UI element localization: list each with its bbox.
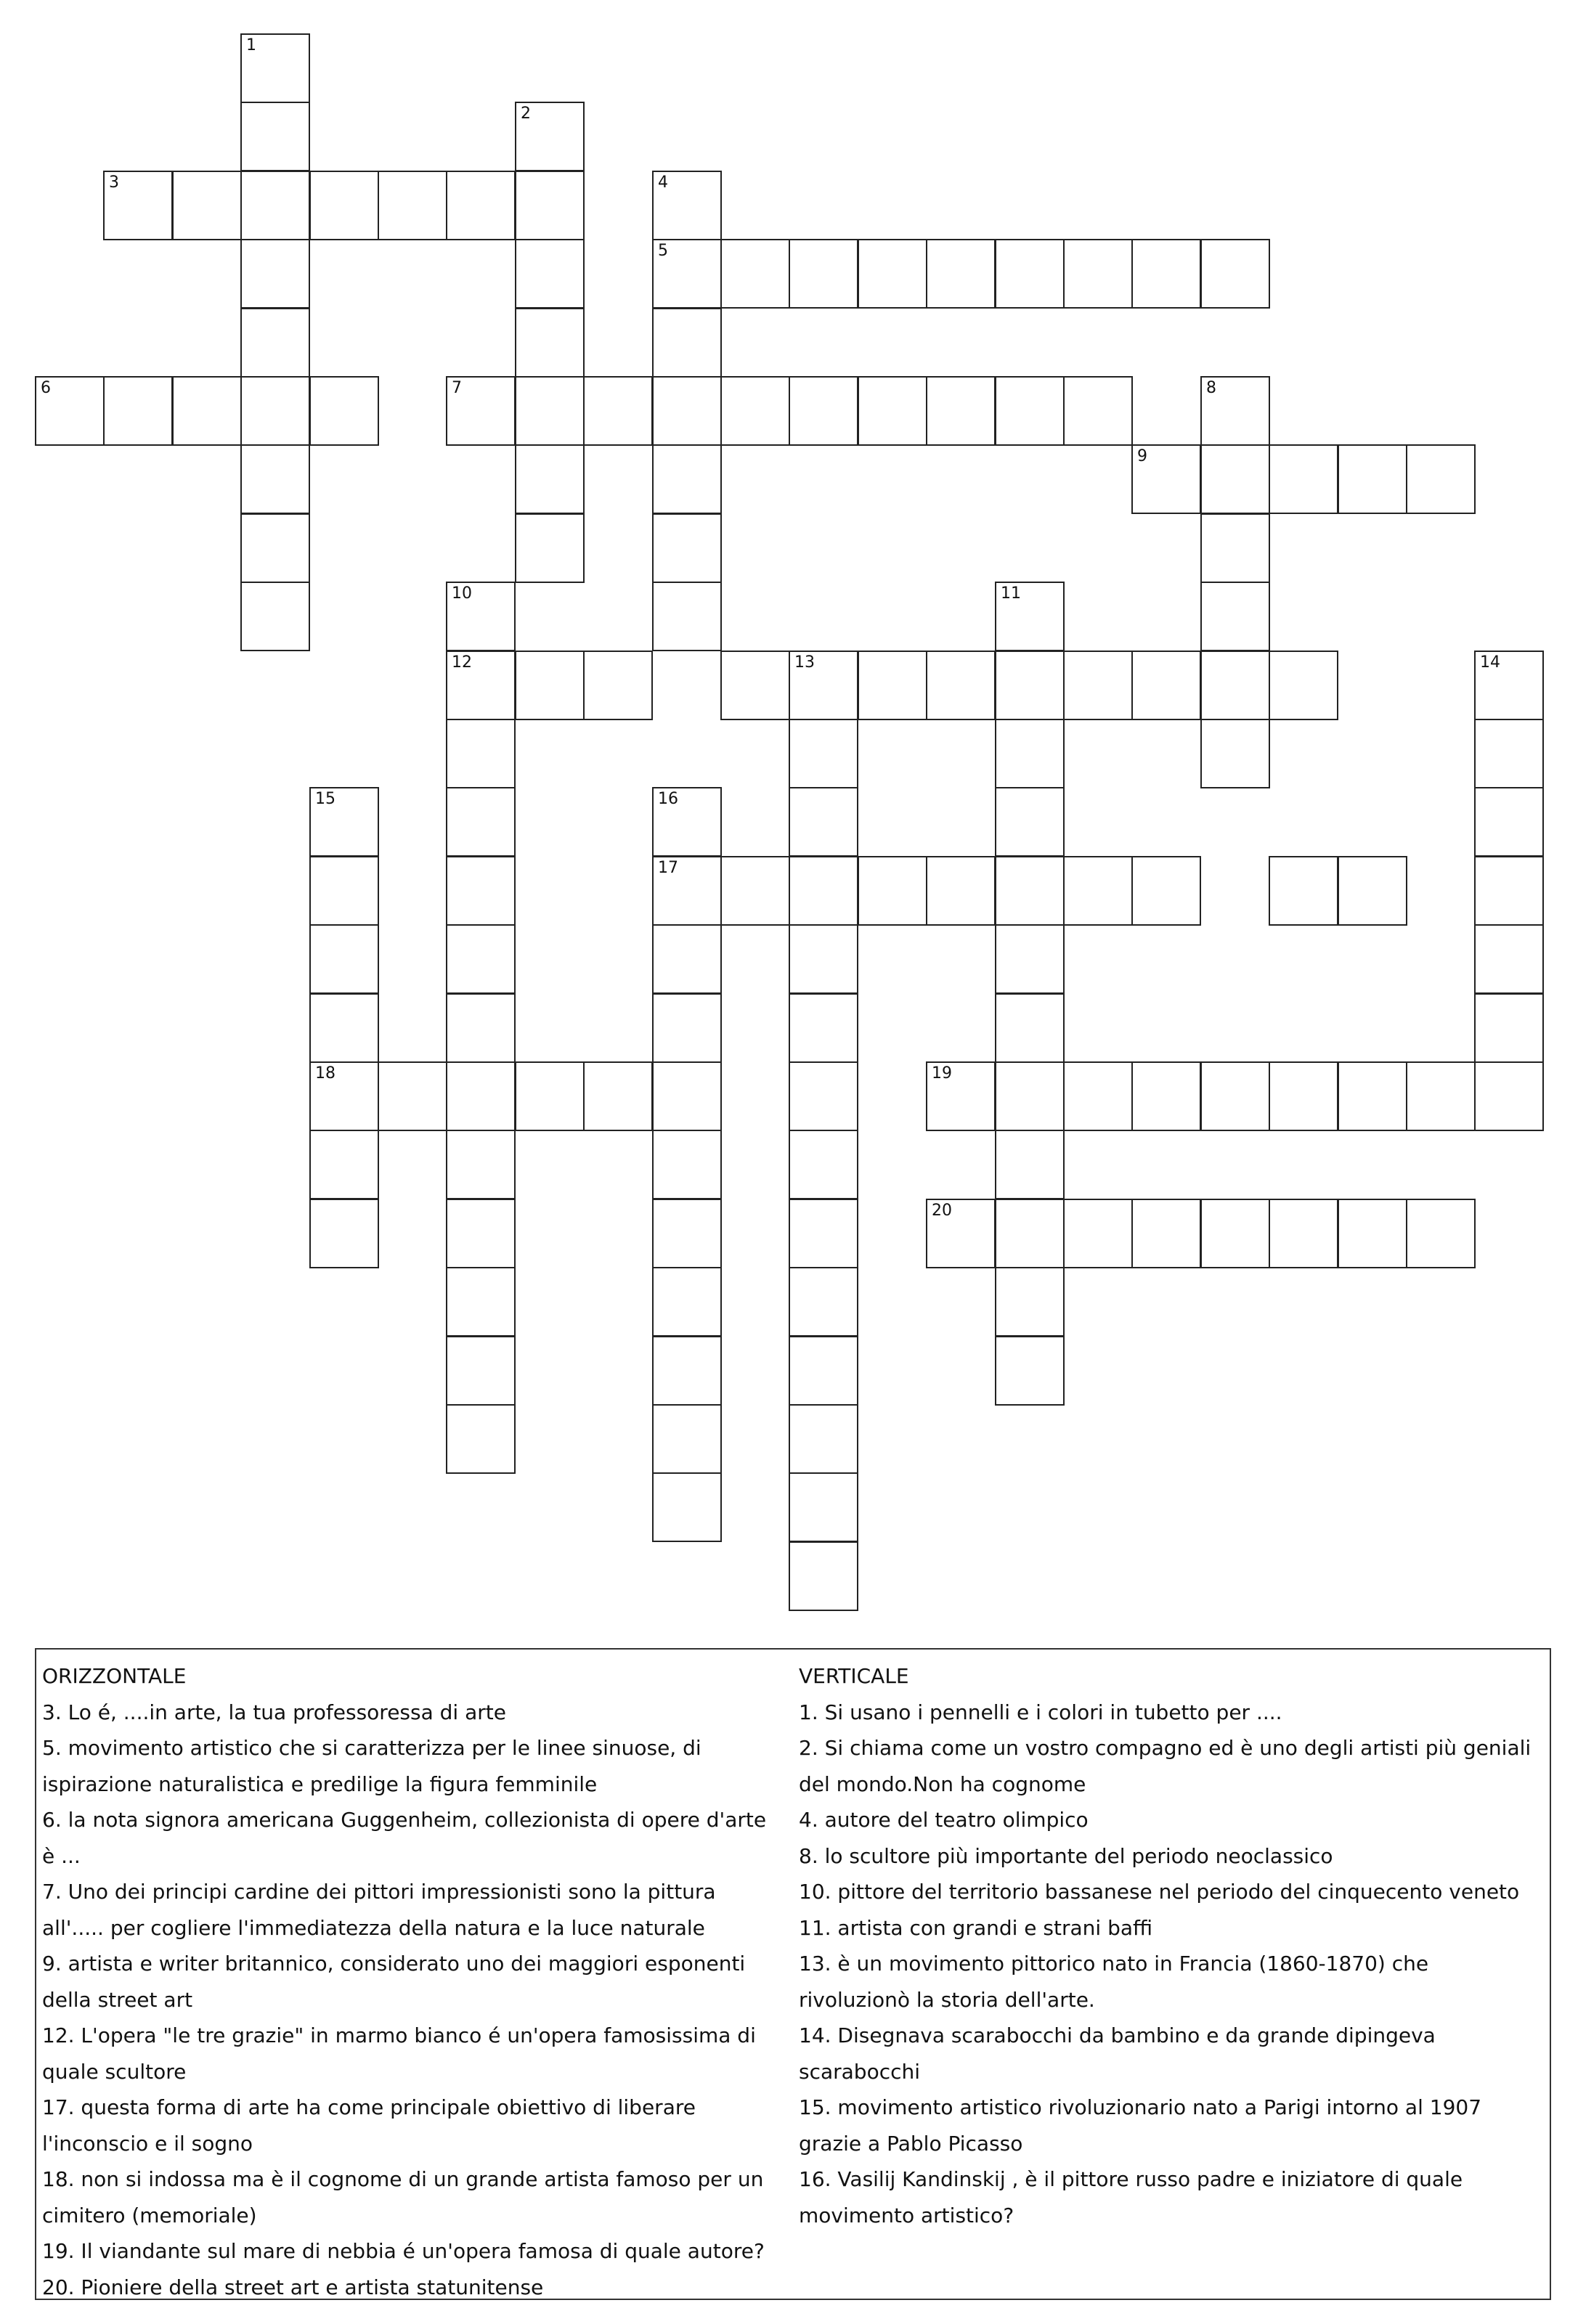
- crossword-cell[interactable]: [1474, 719, 1544, 788]
- crossword-cell[interactable]: [446, 1061, 516, 1131]
- crossword-cell[interactable]: [583, 376, 653, 446]
- crossword-cell[interactable]: [515, 171, 585, 240]
- crossword-cell[interactable]: [1200, 376, 1270, 446]
- crossword-cell[interactable]: [446, 1130, 516, 1199]
- crossword-cell[interactable]: [240, 102, 310, 171]
- crossword-cell[interactable]: [789, 1267, 858, 1337]
- crossword-cell[interactable]: [789, 1336, 858, 1406]
- clue-number: 7: [452, 379, 462, 397]
- clue-number: 16: [658, 790, 678, 808]
- crossword-cell[interactable]: [995, 1267, 1065, 1337]
- crossword-cell[interactable]: [446, 719, 516, 788]
- crossword-cell[interactable]: [652, 171, 722, 240]
- crossword-cell[interactable]: [515, 376, 585, 446]
- crossword-cell[interactable]: [789, 1061, 858, 1131]
- crossword-cell[interactable]: [789, 651, 858, 720]
- crossword-cell[interactable]: [515, 444, 585, 514]
- crossword-cell[interactable]: [1200, 1061, 1270, 1131]
- crossword-cell[interactable]: [309, 171, 379, 240]
- crossword-cell[interactable]: [858, 856, 927, 926]
- crossword-cell[interactable]: [652, 924, 722, 994]
- crossword-cell[interactable]: [858, 376, 927, 446]
- crossword-cell[interactable]: [995, 1199, 1065, 1268]
- crossword-cell[interactable]: [446, 1267, 516, 1337]
- clue-number: 8: [1206, 379, 1216, 397]
- crossword-cell[interactable]: [583, 651, 653, 720]
- crossword-cell[interactable]: [789, 1199, 858, 1268]
- crossword-cell[interactable]: [446, 1199, 516, 1268]
- crossword-cell[interactable]: [240, 171, 310, 240]
- down-clue: 16. Vasilij Kandinskij , è il pittore russo padre e iniziatore di quale movimento artistico?: [799, 2167, 1463, 2227]
- crossword-cell[interactable]: [995, 1130, 1065, 1199]
- crossword-cell[interactable]: [995, 1336, 1065, 1406]
- down-clue: 2. Si chiama come un vostro compagno ed è uno degli artisti più geniali del mondo.Non ha cognome: [799, 1736, 1532, 1796]
- down-clue: 1. Si usano i pennelli e i colori in tubetto per ....: [799, 1700, 1282, 1724]
- crossword-cell[interactable]: [1063, 376, 1133, 446]
- crossword-cell[interactable]: [926, 1199, 996, 1268]
- crossword-cell[interactable]: [652, 1199, 722, 1268]
- crossword-cell[interactable]: [926, 856, 996, 926]
- crossword-cell[interactable]: [309, 924, 379, 994]
- clue-number: 5: [658, 242, 668, 260]
- crossword-cell[interactable]: [720, 651, 790, 720]
- clue-number: 9: [1137, 447, 1147, 465]
- crossword-cell[interactable]: [652, 1336, 722, 1406]
- clue-number: 1: [246, 36, 256, 54]
- crossword-cell[interactable]: [652, 376, 722, 446]
- crossword-cell[interactable]: [995, 924, 1065, 994]
- crossword-cell[interactable]: [995, 651, 1065, 720]
- crossword-cell[interactable]: [995, 719, 1065, 788]
- clue-number: 15: [315, 790, 335, 808]
- crossword-cell[interactable]: [446, 376, 516, 446]
- crossword-cell[interactable]: [1406, 1199, 1476, 1268]
- crossword-cell[interactable]: [1131, 444, 1201, 514]
- clue-number: 17: [658, 859, 678, 877]
- clue-number: 4: [658, 174, 668, 192]
- crossword-cell[interactable]: [1063, 856, 1133, 926]
- crossword-cell[interactable]: [446, 651, 516, 720]
- across-clue: 9. artista e writer britannico, considerato uno dei maggiori esponenti della street art: [42, 1952, 746, 2012]
- clue-number: 11: [1001, 584, 1021, 603]
- across-clues: [42, 1658, 783, 2305]
- crossword-cell[interactable]: [1063, 1199, 1133, 1268]
- crossword-cell[interactable]: [789, 924, 858, 994]
- crossword-cell[interactable]: [1269, 651, 1338, 720]
- crossword-cell[interactable]: [1474, 924, 1544, 994]
- across-clue: 20. Pioniere della street art e artista statunitense: [42, 2275, 544, 2299]
- crossword-cell[interactable]: [240, 376, 310, 446]
- crossword-cell[interactable]: [789, 1404, 858, 1474]
- crossword-cell[interactable]: [1474, 1061, 1544, 1131]
- crossword-cell[interactable]: [1474, 787, 1544, 857]
- crossword-cell[interactable]: [446, 582, 516, 651]
- crossword-cell[interactable]: [172, 171, 242, 240]
- crossword-cell[interactable]: [1338, 1061, 1407, 1131]
- crossword-cell[interactable]: [378, 1061, 447, 1131]
- crossword-cell[interactable]: [1200, 1199, 1270, 1268]
- crossword-cell[interactable]: [446, 1404, 516, 1474]
- crossword-cell[interactable]: [1063, 651, 1133, 720]
- crossword-cell[interactable]: [240, 308, 310, 378]
- down-clue: 14. Disegnava scarabocchi da bambino e da grande dipingeva scarabocchi: [799, 2023, 1436, 2084]
- crossword-cell[interactable]: [789, 993, 858, 1063]
- crossword-cell[interactable]: [789, 1472, 858, 1542]
- crossword-cell[interactable]: [515, 239, 585, 309]
- crossword-cell[interactable]: [1338, 444, 1407, 514]
- crossword-cell[interactable]: [995, 787, 1065, 857]
- down-clues: [799, 1658, 1540, 2233]
- crossword-cell[interactable]: [309, 1199, 379, 1268]
- crossword-cell[interactable]: [309, 993, 379, 1063]
- down-clue: 11. artista con grandi e strani baffi: [799, 1915, 1153, 1940]
- crossword-cell[interactable]: [1406, 444, 1476, 514]
- crossword-cell[interactable]: [720, 856, 790, 926]
- down-clue: 4. autore del teatro olimpico: [799, 1808, 1089, 1832]
- crossword-cell[interactable]: [1269, 444, 1338, 514]
- crossword-cell[interactable]: [652, 239, 722, 309]
- crossword-cell[interactable]: [446, 924, 516, 994]
- clue-number: 18: [315, 1064, 335, 1083]
- crossword-cell[interactable]: [652, 308, 722, 378]
- crossword-cell[interactable]: [240, 582, 310, 651]
- clue-number: 13: [794, 653, 815, 672]
- across-heading: ORIZZONTALE: [42, 1664, 187, 1688]
- crossword-cell[interactable]: [789, 1541, 858, 1611]
- crossword-cell[interactable]: [515, 513, 585, 583]
- crossword-cell[interactable]: [652, 1404, 722, 1474]
- crossword-cell[interactable]: [926, 239, 996, 309]
- crossword-cell[interactable]: [1269, 1061, 1338, 1131]
- crossword-cell[interactable]: [1131, 1061, 1201, 1131]
- crossword-cell[interactable]: [1474, 651, 1544, 720]
- crossword-cell[interactable]: [240, 239, 310, 309]
- crossword-cell[interactable]: [446, 993, 516, 1063]
- crossword-cell[interactable]: [789, 787, 858, 857]
- clues-box: [35, 1648, 1551, 2300]
- crossword-cell[interactable]: [515, 1061, 585, 1131]
- crossword-cell[interactable]: [446, 171, 516, 240]
- crossword-cell[interactable]: [1131, 651, 1201, 720]
- clue-number: 14: [1480, 653, 1500, 672]
- crossword-cell[interactable]: [652, 856, 722, 926]
- crossword-cell[interactable]: [446, 1336, 516, 1406]
- down-heading: VERTICALE: [799, 1664, 909, 1688]
- crossword-cell[interactable]: [926, 651, 996, 720]
- crossword-cell[interactable]: [652, 1267, 722, 1337]
- crossword-cell[interactable]: [995, 856, 1065, 926]
- crossword-cell[interactable]: [995, 1061, 1065, 1131]
- crossword-cell[interactable]: [789, 1130, 858, 1199]
- across-clue: 17. questa forma di arte ha come principale obiettivo di liberare l'inconscio e il sogno: [42, 2095, 696, 2156]
- crossword-cell[interactable]: [652, 444, 722, 514]
- crossword-cell[interactable]: [1131, 856, 1201, 926]
- crossword-cell[interactable]: [1200, 239, 1270, 309]
- crossword-cell[interactable]: [240, 33, 310, 103]
- crossword-cell[interactable]: [720, 239, 790, 309]
- crossword-cell[interactable]: [789, 376, 858, 446]
- crossword-cell[interactable]: [103, 376, 173, 446]
- crossword-cell[interactable]: [720, 376, 790, 446]
- crossword-cell[interactable]: [652, 1472, 722, 1542]
- crossword-cell[interactable]: [789, 719, 858, 788]
- across-clue: 12. L'opera "le tre grazie" in marmo bianco é un'opera famosissima di quale scultore: [42, 2023, 756, 2084]
- crossword-cell[interactable]: [995, 376, 1065, 446]
- crossword-cell[interactable]: [1269, 856, 1338, 926]
- crossword-cell[interactable]: [1406, 1061, 1476, 1131]
- crossword-cell[interactable]: [1131, 1199, 1201, 1268]
- crossword-cell[interactable]: [1338, 856, 1407, 926]
- crossword-cell[interactable]: [1269, 1199, 1338, 1268]
- crossword-cell[interactable]: [515, 308, 585, 378]
- crossword-cell[interactable]: [652, 993, 722, 1063]
- crossword-cell[interactable]: [446, 787, 516, 857]
- crossword-cell[interactable]: [1200, 719, 1270, 788]
- crossword-cell[interactable]: [309, 1130, 379, 1199]
- crossword-cell[interactable]: [1338, 1199, 1407, 1268]
- crossword-cell[interactable]: [583, 1061, 653, 1131]
- across-clue: 5. movimento artistico che si caratterizza per le linee sinuose, di ispirazione naturalistica e predilige la figura femminile: [42, 1736, 701, 1796]
- across-clue: 7. Uno dei principi cardine dei pittori impressionisti sono la pittura all'..... per cogliere l'immediatezza della natura e la luce naturale: [42, 1880, 716, 1940]
- crossword-cell[interactable]: [309, 856, 379, 926]
- crossword-cell[interactable]: [378, 171, 447, 240]
- crossword-cell[interactable]: [103, 171, 173, 240]
- crossword-cell[interactable]: [858, 239, 927, 309]
- crossword-cell[interactable]: [926, 376, 996, 446]
- crossword-cell[interactable]: [858, 651, 927, 720]
- crossword-cell[interactable]: [995, 582, 1065, 651]
- crossword-cell[interactable]: [309, 1061, 379, 1131]
- crossword-cell[interactable]: [309, 787, 379, 857]
- down-clue: 10. pittore del territorio bassanese nel periodo del cinquecento veneto: [799, 1880, 1520, 1904]
- clue-number: 2: [521, 105, 531, 123]
- crossword-cell[interactable]: [995, 993, 1065, 1063]
- clue-number: 6: [41, 379, 51, 397]
- clue-number: 19: [932, 1064, 952, 1083]
- crossword-cell[interactable]: [652, 1130, 722, 1199]
- crossword-cell[interactable]: [789, 856, 858, 926]
- crossword-cell[interactable]: [995, 239, 1065, 309]
- crossword-cell[interactable]: [172, 376, 242, 446]
- crossword-cell[interactable]: [309, 376, 379, 446]
- clue-number: 20: [932, 1202, 952, 1220]
- down-clue: 8. lo scultore più importante del periodo neoclassico: [799, 1843, 1333, 1868]
- crossword-cell[interactable]: [1200, 513, 1270, 583]
- crossword-cell[interactable]: [652, 787, 722, 857]
- clue-number: 10: [452, 584, 472, 603]
- crossword-cell[interactable]: [652, 1061, 722, 1131]
- crossword-cell[interactable]: [652, 582, 722, 651]
- down-clue: 13. è un movimento pittorico nato in Francia (1860-1870) che rivoluzionò la storia dell'arte.: [799, 1952, 1429, 2012]
- across-clue: 6. la nota signora americana Guggenheim, collezionista di opere d'arte è ...: [42, 1808, 767, 1868]
- crossword-cell[interactable]: [652, 513, 722, 583]
- across-clue: 3. Lo é, ....in arte, la tua professoressa di arte: [42, 1700, 506, 1724]
- crossword-cell[interactable]: [926, 1061, 996, 1131]
- crossword-cell[interactable]: [240, 444, 310, 514]
- clue-number: 12: [452, 653, 472, 672]
- across-clue: 19. Il viandante sul mare di nebbia é un'opera famosa di quale autore?: [42, 2239, 765, 2263]
- crossword-cell[interactable]: [1200, 444, 1270, 514]
- down-clue: 15. movimento artistico rivoluzionario nato a Parigi intorno al 1907 grazie a Pablo Picasso: [799, 2095, 1482, 2156]
- crossword-cell[interactable]: [35, 376, 105, 446]
- crossword-cell[interactable]: [1131, 239, 1201, 309]
- crossword-cell[interactable]: [1474, 993, 1544, 1063]
- crossword-cell[interactable]: [1200, 582, 1270, 651]
- clue-number: 3: [109, 174, 119, 192]
- crossword-cell[interactable]: [240, 513, 310, 583]
- crossword-cell[interactable]: [1063, 1061, 1133, 1131]
- crossword-cell[interactable]: [789, 239, 858, 309]
- crossword-cell[interactable]: [1200, 651, 1270, 720]
- crossword-cell[interactable]: [1063, 239, 1133, 309]
- crossword-cell[interactable]: [515, 102, 585, 171]
- crossword-cell[interactable]: [446, 856, 516, 926]
- crossword-cell[interactable]: [515, 651, 585, 720]
- crossword-cell[interactable]: [1474, 856, 1544, 926]
- across-clue: 18. non si indossa ma è il cognome di un grande artista famoso per un cimitero (memoriale): [42, 2167, 764, 2227]
